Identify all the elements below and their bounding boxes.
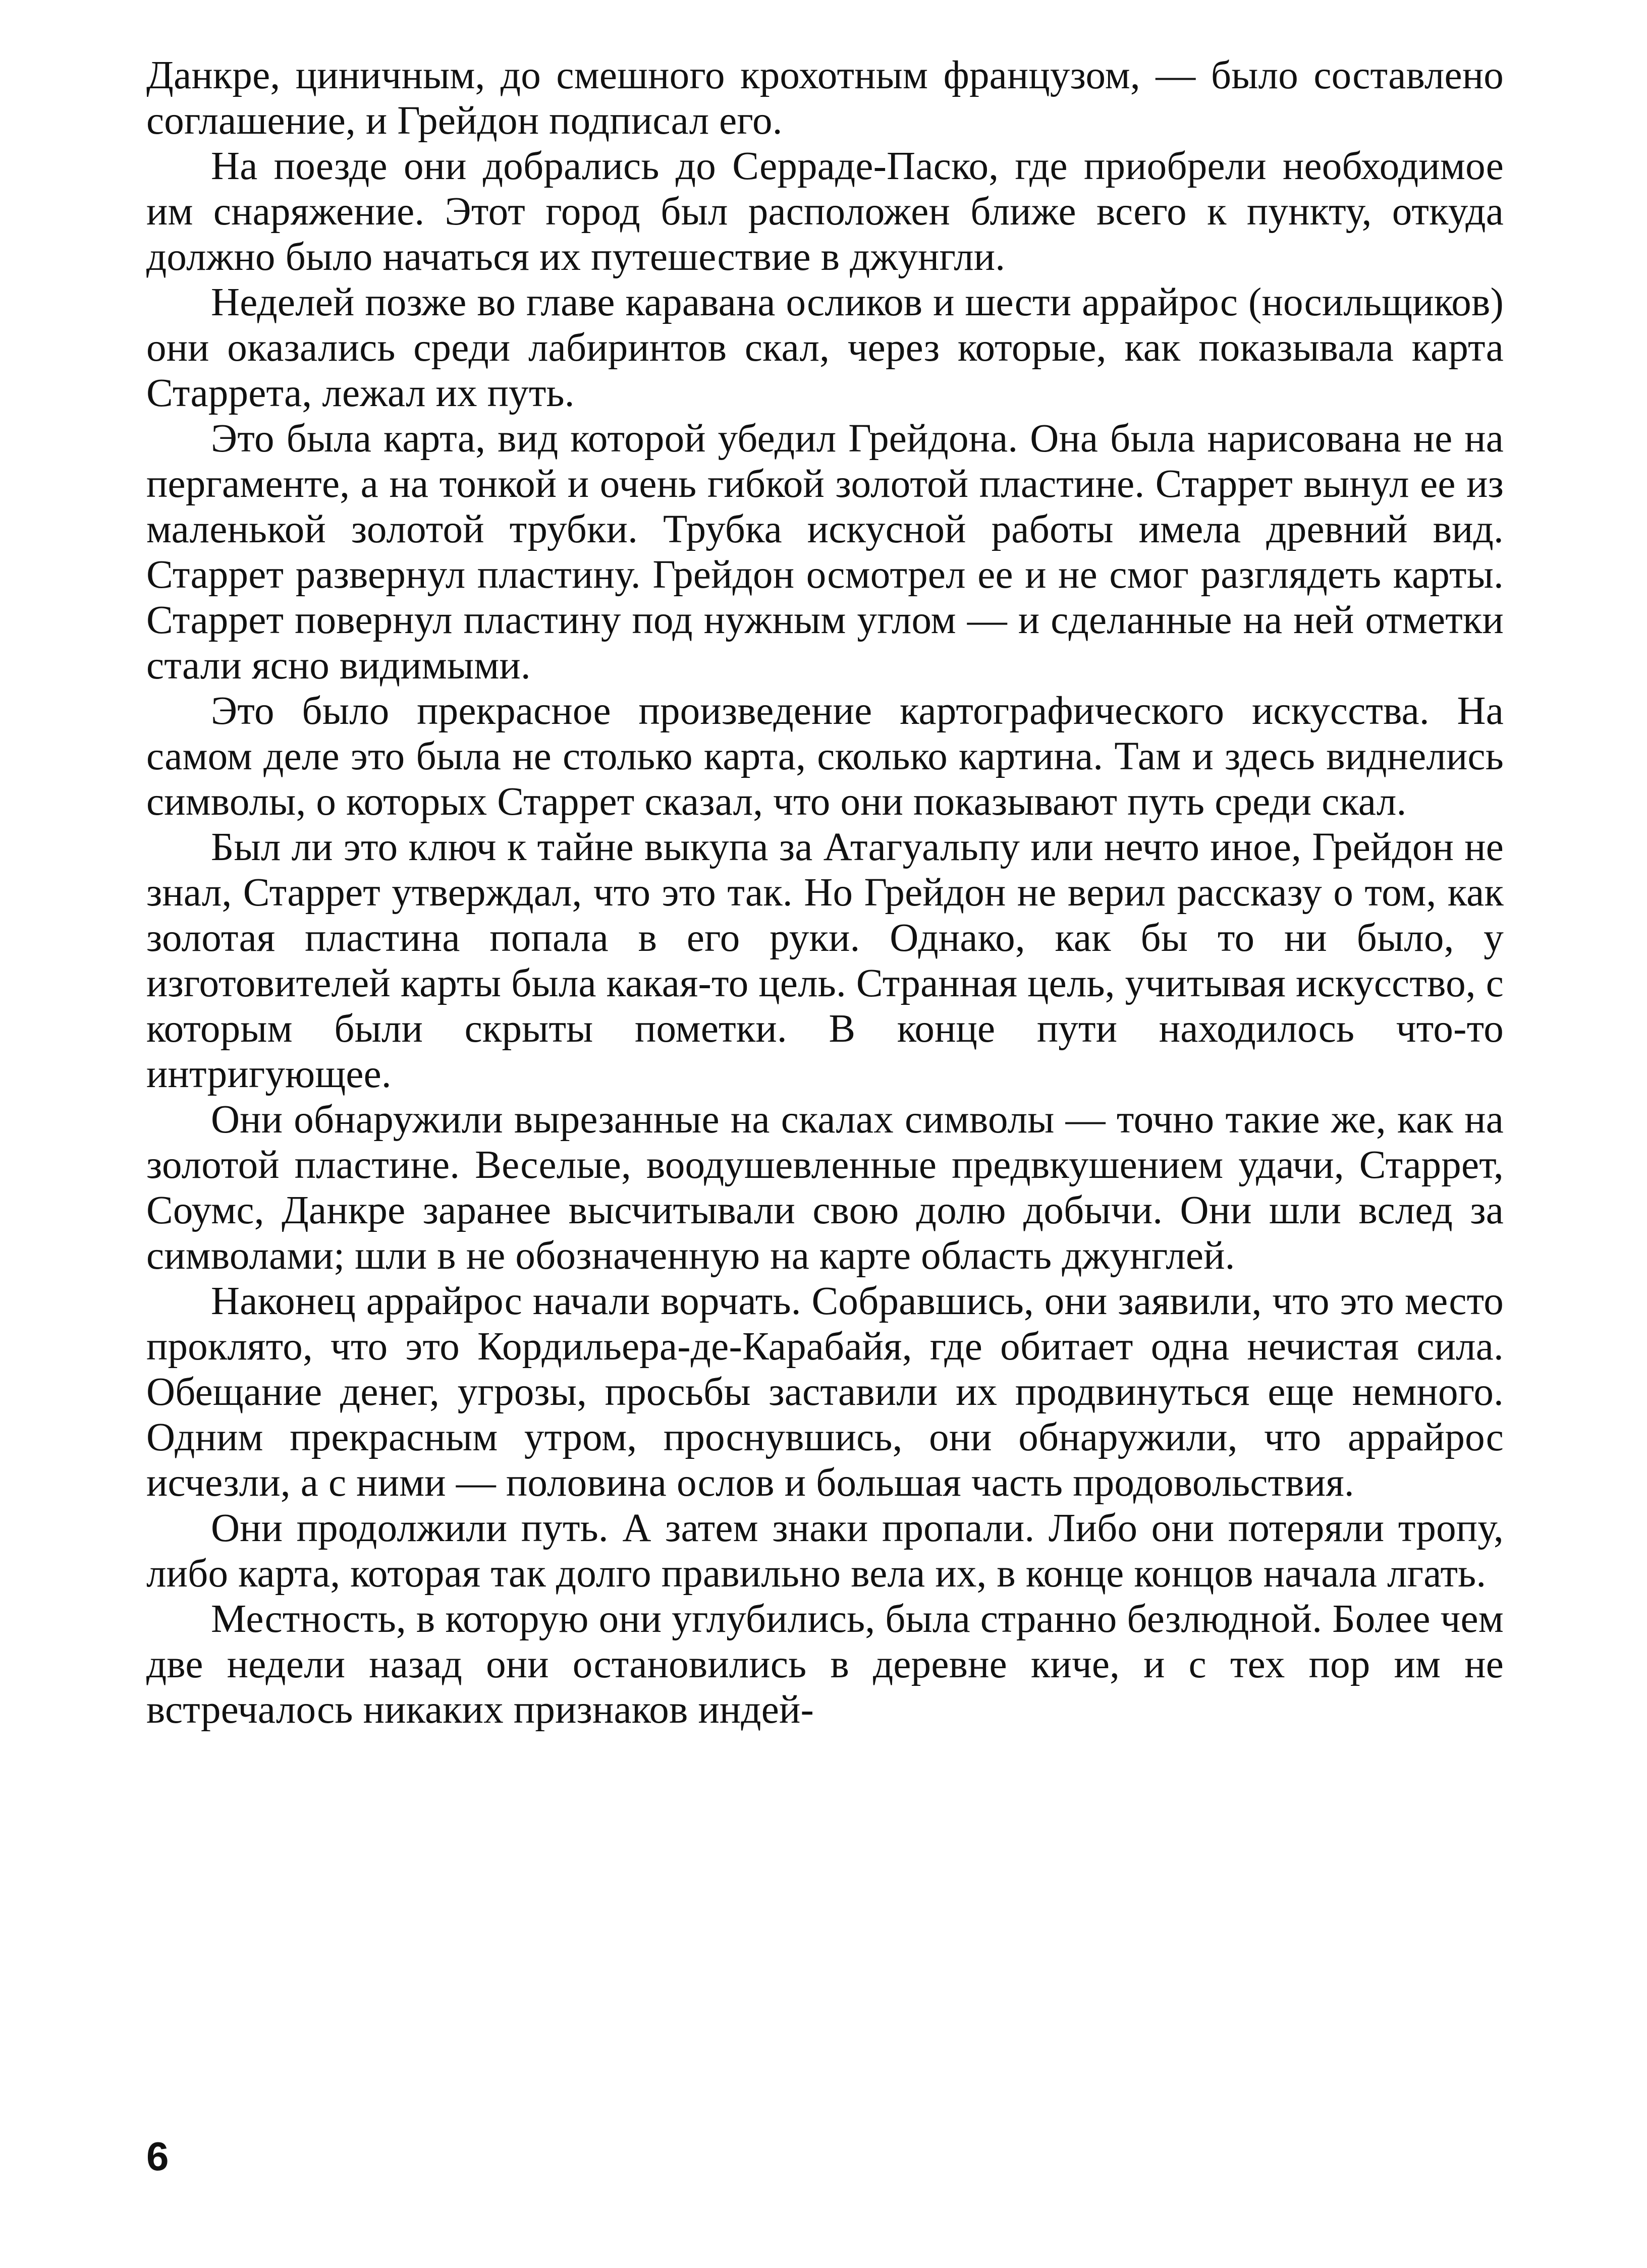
paragraph: Это была карта, вид которой убедил Грейдона. Она была нарисована не на пергаменте, а на тонкой и очень гибкой золотой пластине. Старрет вынул ее из маленькой золотой трубки. Трубка искусной работы имела древний вид. Старрет развернул пластину. Грейдон осмотрел ее и не смог разглядеть карты. Старрет повернул пластину под нужным углом — и сделанные на ней отметки стали ясно видимыми. (146, 417, 1504, 688)
paragraph: Это было прекрасное произведение картографического искусства. На самом деле это была не столько карта, сколько картина. Там и здесь виднелись символы, о которых Старрет сказал, что они показывают путь среди скал. (146, 689, 1504, 824)
paragraph: Они продолжили путь. А затем знаки пропали. Либо они потеряли тропу, либо карта, которая так долго правильно вела их, в конце концов начала лгать. (146, 1506, 1504, 1596)
paragraph: Данкре, циничным, до смешного крохотным французом, — было составлено соглашение, и Грейдон подписал его. (146, 53, 1504, 143)
paragraph: На поезде они добрались до Серраде-Паско, где приобрели необходимое им снаряжение. Этот город был расположен ближе всего к пункту, откуда должно было начаться их путешествие в джунгли. (146, 144, 1504, 279)
paragraph: Был ли это ключ к тайне выкупа за Атагуальпу или нечто иное, Грейдон не знал, Старрет утверждал, что это так. Но Грейдон не верил рассказу о том, как золотая пластина попала в его руки. Однако, как бы то ни было, у изготовителей карты была какая-то цель. Странная цель, учитывая искусство, с которым были скрыты пометки. В конце пути находилось что-то интригующее. (146, 825, 1504, 1096)
paragraph: Они обнаружили вырезанные на скалах символы — точно такие же, как на золотой пластине. Веселые, воодушевленные предвкушением удачи, Старрет, Соумс, Данкре заранее высчитывали свою долю добычи. Они шли вслед за символами; шли в не обозначенную на карте область джунглей. (146, 1098, 1504, 1278)
page-number: 6 (146, 2134, 169, 2179)
body-text (146, 53, 1504, 1733)
paragraph: Неделей позже во главе каравана осликов и шести аррайрос (носильщиков) они оказались среди лабиринтов скал, через которые, как показывала карта Старрета, лежал их путь. (146, 280, 1504, 415)
paragraph: Местность, в которую они углубились, была странно безлюдной. Более чем две недели назад они остановились в деревне киче, и с тех пор им не встречалось никаких признаков индей- (146, 1597, 1504, 1732)
paragraph: Наконец аррайрос начали ворчать. Собравшись, они заявили, что это место проклято, что это Кордильера-де-Карабайя, где обитает одна нечистая сила. Обещание денег, угрозы, просьбы заставили их продвинуться еще немного. Одним прекрасным утром, проснувшись, они обнаружили, что аррайрос исчезли, а с ними — половина ослов и большая часть продовольствия. (146, 1279, 1504, 1505)
